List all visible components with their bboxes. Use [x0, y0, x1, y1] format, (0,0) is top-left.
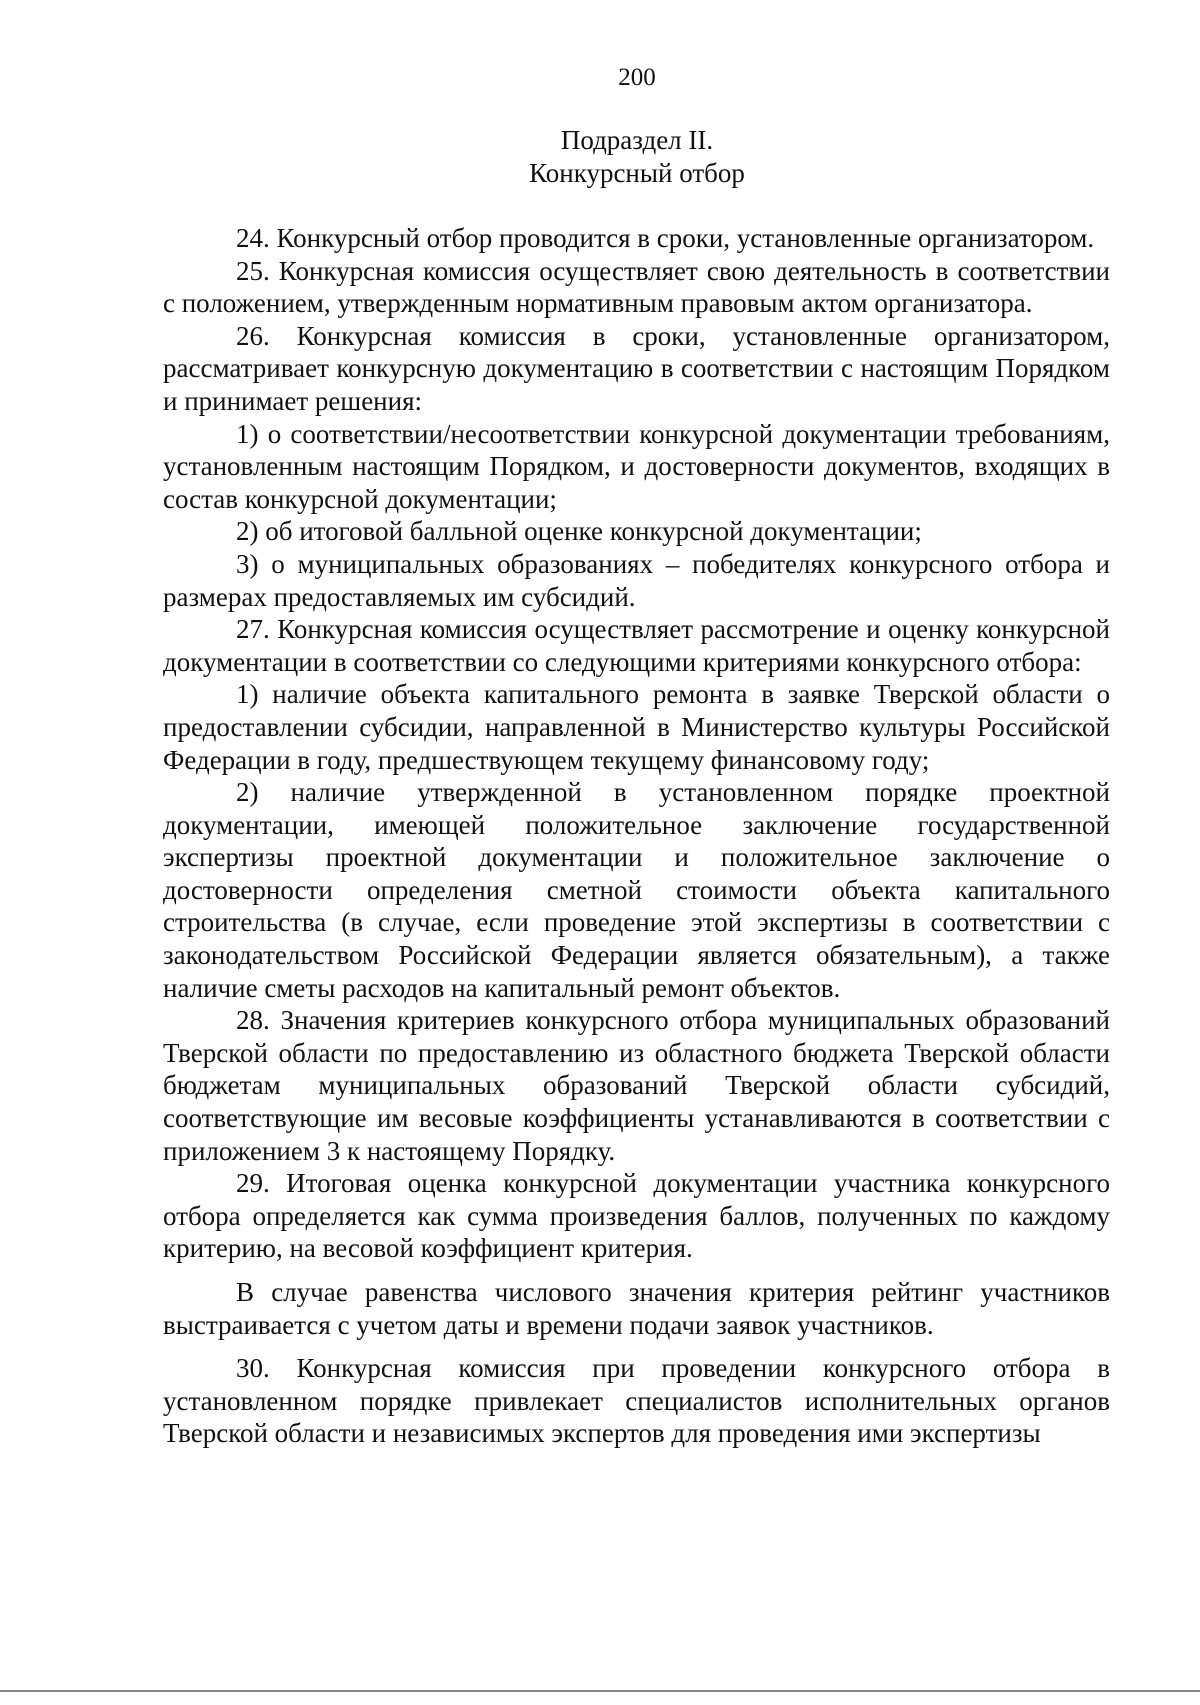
- paragraph-29-note: В случае равенства числового значения критерия рейтинг участников выстраивается с учетом даты и времени подачи заявок участников.: [163, 1277, 1110, 1340]
- page-number: 200: [618, 64, 656, 91]
- paragraph-26-item-2: 2) об итоговой балльной оценке конкурсной документации;: [236, 516, 922, 547]
- paragraph-26-item-1: 1) о соответствии/несоответствии конкурсной документации требованиям, установленным настоящим Порядком, и достоверности документов, входящих в состав конкурсной документации;: [163, 418, 1110, 514]
- paragraph-27: 27. Конкурсная комиссия осуществляет рассмотрение и оценку конкурсной документации в соответствии со следующими критериями конкурсного отбора:: [163, 614, 1110, 677]
- paragraph-26-item-3: 3) о муниципальных образованиях – победителях конкурсного отбора и размерах предоставляемых им субсидий.: [163, 548, 1110, 612]
- paragraph-27-item-1: 1) наличие объекта капитального ремонта в заявке Тверской области о предоставлении субсидии, направленной в Министерство культуры Российской Федерации в году, предшествующем текущему финансовому году;: [163, 679, 1110, 775]
- paragraph-29: 29. Итоговая оценка конкурсной документации участника конкурсного отбора определяется как сумма произведения баллов, полученных по каждому критерию, на весовой коэффициент критерия.: [163, 1168, 1110, 1264]
- document-body: [163, 222, 1110, 1450]
- paragraph-27-item-2: 2) наличие утвержденной в установленном порядке проектной документации, имеющей положительное заключение государственной экспертизы проектной документации и положительное заключение о достоверности определения сметной стоимости объекта капитального строительства (в случае, если проведение этой экспертизы в соответствии с законодательством Российской Федерации является обязательным), а также наличие сметы расходов на капитальный ремонт объектов.: [163, 777, 1110, 1003]
- paragraph-26: 26. Конкурсная комиссия в сроки, установленные организатором, рассматривает конкурсную документацию в соответствии с настоящим Порядком и принимает решения:: [163, 320, 1110, 416]
- scan-edge-line: [0, 1690, 1200, 1692]
- paragraph-28: 28. Значения критериев конкурсного отбора муниципальных образований Тверской области по предоставлению из областного бюджета Тверской области бюджетам муниципальных образований Тверской области субсидий, соответствующие им весовые коэффициенты устанавливаются в соответствии с приложением 3 к настоящему Порядку.: [163, 1005, 1110, 1166]
- subsection-title: Подраздел II.: [560, 125, 714, 155]
- paragraph-24: 24. Конкурсный отбор проводится в сроки, установленные организатором.: [236, 223, 1095, 253]
- subsection-name: Конкурсный отбор: [529, 158, 745, 188]
- paragraph-30: 30. Конкурсная комиссия при проведении конкурсного отбора в установленном порядке привлекает специалистов исполнительных органов Тверской области и независимых экспертов для проведения ими экспертизы: [163, 1353, 1110, 1449]
- paragraph-25: 25. Конкурсная комиссия осуществляет свою деятельность в соответствии с положением, утвержденным нормативным правовым актом организатора.: [163, 255, 1110, 319]
- subsection-heading: [0, 124, 1200, 190]
